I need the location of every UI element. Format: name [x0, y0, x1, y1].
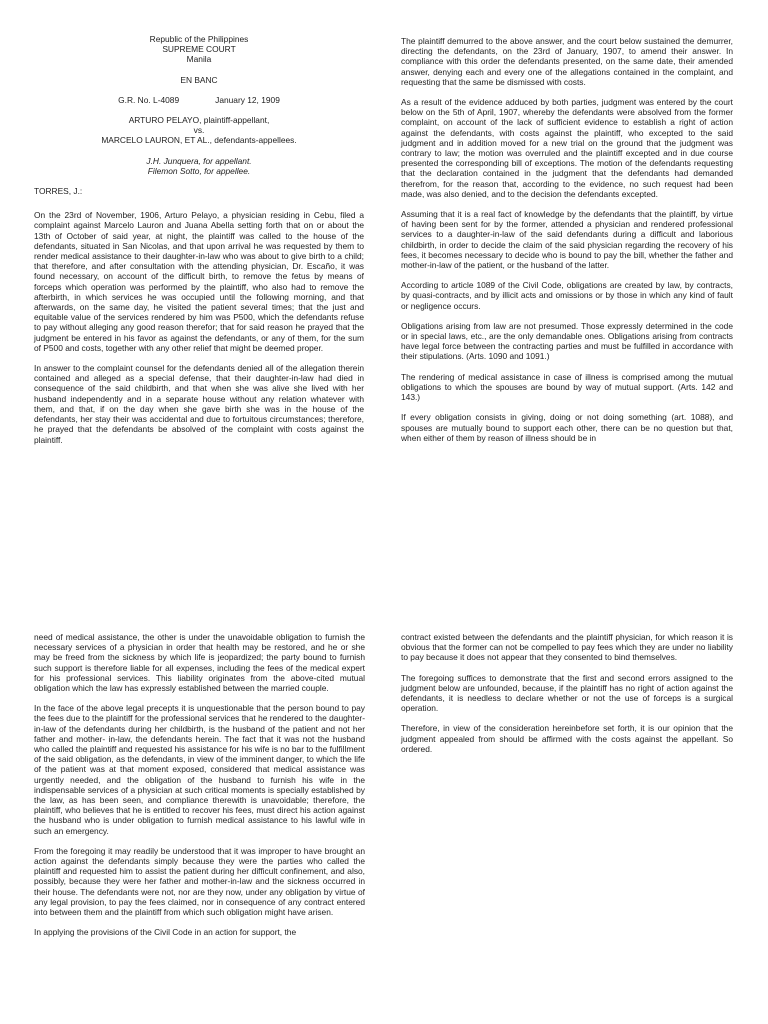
counsel-appellee: Filemon Sotto, for appellee.: [147, 165, 251, 176]
document-page-2: [0, 612, 768, 1024]
case-number: G.R. No. L-4089: [118, 94, 180, 105]
ponente: TORRES, J.:: [34, 186, 83, 197]
page2-right-column: [401, 632, 733, 764]
paragraph: Obligations arising from law are not presumed. Those expressly determined in the code or in special laws, etc., are the only demandable ones. Obligations arising from contracts have legal force between the contracting parties and must be fulfilled in accordance with their stipulations. (Arts. 1090 and 1091.): [401, 320, 733, 362]
paragraph: If every obligation consists in giving, doing or not doing something (art. 1088), and spouses are mutually bound to support each other, there can be no question but that, when either of them by reason of illness should be in: [401, 412, 733, 443]
paragraph: Therefore, in view of the consideration hereinbefore set forth, it is our opinion that the judgment appealed from should be affirmed with the costs against the appellant. So ordered.: [401, 723, 733, 754]
court-name: SUPREME COURT: [162, 44, 236, 55]
paragraph: Assuming that it is a real fact of knowledge by the defendants that the plaintiff, by virtue of having been sent for by the former, attended a physician and rendered professional services to a daughter-in-law of the said defendants during a difficult and laborious childbirth, in order to decide the claim of the said physician regarding the recovery of his fees, it becomes necessary to decide who is bound to pay the bill, whether the father and mother-in-law of the patient, or the husband of the latter.: [401, 209, 733, 271]
page-separator: [0, 600, 768, 612]
en-banc-label: EN BANC: [180, 74, 218, 85]
page1-right-column: [401, 36, 733, 453]
paragraph: contract existed between the defendants and the plaintiff physician, for which reason it is obvious that the former can not be compelled to pay fees which they are under no liability to pay because it does not appear that they consented to bind themselves.: [401, 632, 733, 663]
versus-label: vs.: [193, 125, 205, 136]
paragraph: The rendering of medical assistance in case of illness is comprised among the mutual obligations to which the spouses are bound by way of mutual support. (Arts. 142 and 143.): [401, 371, 733, 403]
paragraph: On the 23rd of November, 1906, Arturo Pelayo, a physician residing in Cebu, filed a complaint against Marcelo Lauron and Juana Abella setting forth that on or about the 13th of October of said year, at night, the plaintiff was called to the house of the defendants, situated in San Nicolas, and that upon arrival he was requested by them to render medical assistance to their daughter-in-law who was about to give birth to a child; that therefore, and after consultation with the attending physician, Dr. Escaño, it was found necessary, on account of the difficult birth, to remove the fetus by means of forceps which operation was performed by the plaintiff, who also had to remove the afterbirth, in which services he was occupied until the following morning, and that afterwards, on the same day, he visited the patient several times; that the just and equitable value of the services rendered by him was P500, which the defendants refuse to pay without alleging any good reason therefor; that for said reason he prayed that the judgment be entered in his favor as against the defendants, or any of them, for the sum of P500 and costs, together with any other relief that might be deemed proper.: [34, 210, 364, 353]
paragraph: need of medical assistance, the other is under the unavoidable obligation to furnish the necessary services of a physician in order that health may be restored, and he or she may be freed from the sickness by which life is jeopardized; the party bound to furnish such support is therefore liable for all expenses, including the fees of the medical expert for his professional services. This liability originates from the above-cited mutual obligation which the law has expressly established between the married couple.: [34, 632, 365, 694]
paragraph: In the face of the above legal precepts it is unquestionable that the person bound to pay the fees due to the plaintiff for the professional services that he rendered to the daughter-in-law of the defendants during her childbirth, is the husband of the patient and not her father and mother- in-law, the defendants herein. The fact that it was not the husband who called the plaintiff and requested his assistance for his wife is no bar to the fulfillment of the said obligation, as the defendants, in view of the imminent danger, to which the life of the patient was at that moment exposed, considered that medical assistance was urgently needed, and the obligation of the husband to furnish his wife in the indispensable services of a physician at such critical moments is specially established by the law, as has been seen, and compliance therewith is unavoidable; therefore, the plaintiff, who believes that he is entitled to recover his fees, must direct his action against the husband who is under obligation to furnish medical assistance to his lawful wife in such an emergency.: [34, 703, 365, 836]
appellee-party: MARCELO LAURON, ET AL., defendants-appellees.: [101, 135, 297, 146]
court-city: Manila: [186, 54, 212, 65]
paragraph: The plaintiff demurred to the above answer, and the court below sustained the demurrer, directing the defendants, on the 23rd of January, 1907, to amend their answer. In compliance with this order the defendants presented, on the same date, their amended answer, denying each and every one of the allegations contained in the complaint, and requesting that the same be dismissed with costs.: [401, 36, 733, 87]
paragraph: The foregoing suffices to demonstrate that the first and second errors assigned to the judgment below are unfounded, because, if the plaintiff has no right of action against the defendants, it is needless to declare whether or not the use of forceps is a surgical operation.: [401, 672, 733, 714]
page1-left-column: [34, 34, 364, 455]
appellant-party: ARTURO PELAYO, plaintiff-appellant,: [128, 115, 270, 126]
case-number-line: [34, 95, 364, 105]
paragraph: In applying the provisions of the Civil Code in an action for support, the: [34, 927, 297, 938]
paragraph: From the foregoing it may readily be understood that it was improper to have brought an action against the defendants simply because they were the parties who called the plaintiff and requested him to assist the patient during her difficult confinement, and also, possibly, because they were her father and mother-in-law and the sickness occurred in their house. The defendants were not, nor are they now, under any obligation by virtue of any legal provision, to pay the fees claimed, nor in consequence of any contract entered into between them and the plaintiff from which such obligation might have arisen.: [34, 845, 365, 918]
paragraph: As a result of the evidence adduced by both parties, judgment was entered by the court below on the 5th of April, 1907, whereby the defendants were absolved from the former complaint, on account of the lack of sufficient evidence to establish a right of action against the defendants, with costs against the plaintiff, who excepted to the said judgment and in addition moved for a new trial on the ground that the judgment was contrary to law; the motion was overruled and the plaintiff excepted and in due course presented the corresponding bill of exceptions. The motion of the defendants requesting that the declaration contained in the judgment that the defendants had demanded therefrom, for the reason that, according to the evidence, no such request had been made, was also denied, and to the decision the defendants excepted.: [401, 97, 733, 199]
counsel-appellant: J.H. Junquera, for appellant.: [146, 155, 252, 166]
paragraph: In answer to the complaint counsel for the defendants denied all of the allegation therein contained and alleged as a special defense, that their daughter-in-law had died in consequence of the said childbirth, and that when she was alive she lived with her husband independently and in a separate house without any relation whatever with them, and that, if on the day when she gave birth she was in the house of the defendants, her stay their was accidental and due to fortuitous circumstances; therefore, he prayed that the defendants be absolved of the complaint with costs against the plaintiff.: [34, 363, 364, 445]
page2-left-column: [34, 632, 365, 947]
republic-line: Republic of the Philippines: [149, 34, 249, 44]
case-date: January 12, 1909: [215, 94, 280, 105]
paragraph: According to article 1089 of the Civil Code, obligations are created by law, by contracts, by quasi-contracts, and by illicit acts and omissions or by those in which any kind of fault or negligence occurs.: [401, 280, 733, 311]
